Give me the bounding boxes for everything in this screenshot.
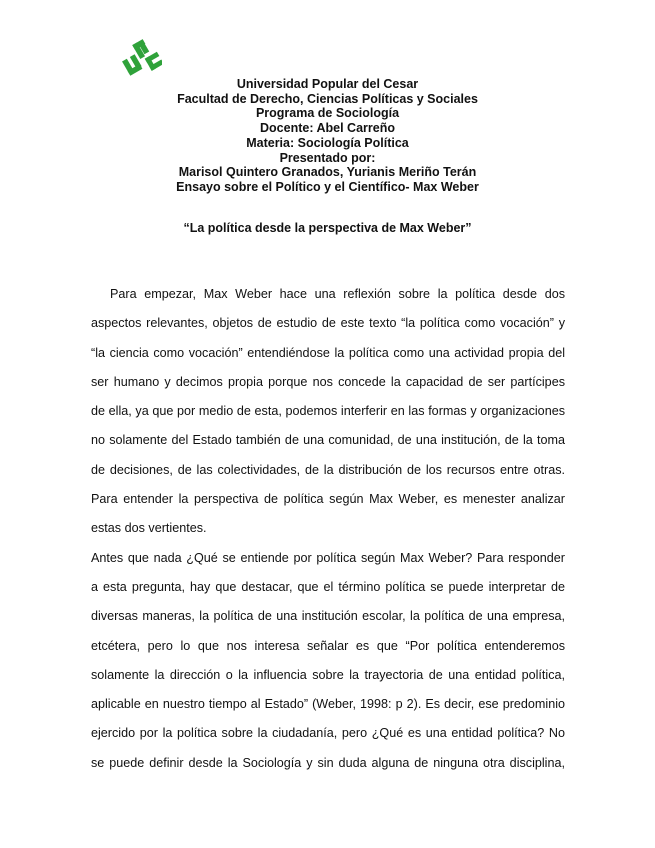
upc-logo-icon [122,38,162,78]
paragraph-line: aspectos relevantes, objetos de estudio de este texto “la política como vocación” y [91,316,565,331]
paragraph-line: se puede definir desde la Sociología y sin duda alguna de ninguna otra disciplina, [91,755,565,770]
paragraph-line: ejercido por la política sobre la ciudadanía, pero ¿Qué es una entidad política? No [91,726,565,741]
header-faculty: Facultad de Derecho, Ciencias Políticas y Sociales [177,91,478,106]
paragraph-line: diversas maneras, la política de una institución escolar, la política de una empresa, [91,609,565,624]
paragraph-2 [91,544,565,778]
paragraph-line: de ella, ya que por medio de esta, podemos interferir en las formas y organizaciones [91,404,565,419]
paragraph-line: ser humano y decimos propia porque nos concede la capacidad de ser partícipes [91,374,565,389]
essay-body [91,280,565,778]
paragraph-line: a esta pregunta, hay que destacar, que el término política se puede interpretar de [91,579,565,594]
header-presented-by: Presentado por: [279,150,376,165]
header-teacher: Docente: Abel Carreño [260,121,395,136]
header-essay-subject: Ensayo sobre el Político y el Científico- Max Weber [176,179,479,194]
header-program: Programa de Sociología [255,106,400,121]
paragraph-line: Para empezar, Max Weber hace una reflexión sobre la política desde dos [110,287,565,301]
paragraph-line: Antes que nada ¿Qué se entiende por política según Max Weber? Para responder [91,550,565,565]
paragraph-line: etcétera, pero lo que nos interesa señalar es que “Por política entenderemos [91,638,565,653]
paragraph-line: estas dos vertientes. [91,521,207,536]
header-subject: Materia: Sociología Política [246,135,409,150]
paragraph-line: Para entender la perspectiva de política según Max Weber, es menester analizar [91,492,565,507]
paragraph-1 [91,280,565,544]
paragraph-line: “la ciencia como vocación” entendiéndose la política como una actividad propia del [91,345,565,360]
paragraph-line: de decisiones, de las colectividades, de la distribución de los recursos entre otras. [91,462,565,477]
header-university: Universidad Popular del Cesar [236,77,419,91]
paragraph-line: no solamente del Estado también de una comunidad, de una institución, de la toma [91,433,565,448]
paragraph-line: aplicable en nuestro tiempo al Estado” (Weber, 1998: p 2). Es decir, ese predominio [91,697,565,712]
essay-title: “La política desde la perspectiva de Max Weber” [183,221,472,235]
document-header [90,77,565,195]
paragraph-line: solamente la dirección o la influencia sobre la trayectoria de una entidad política, [91,667,565,682]
header-authors: Marisol Quintero Granados, Yurianis Meriño Terán [178,165,477,180]
